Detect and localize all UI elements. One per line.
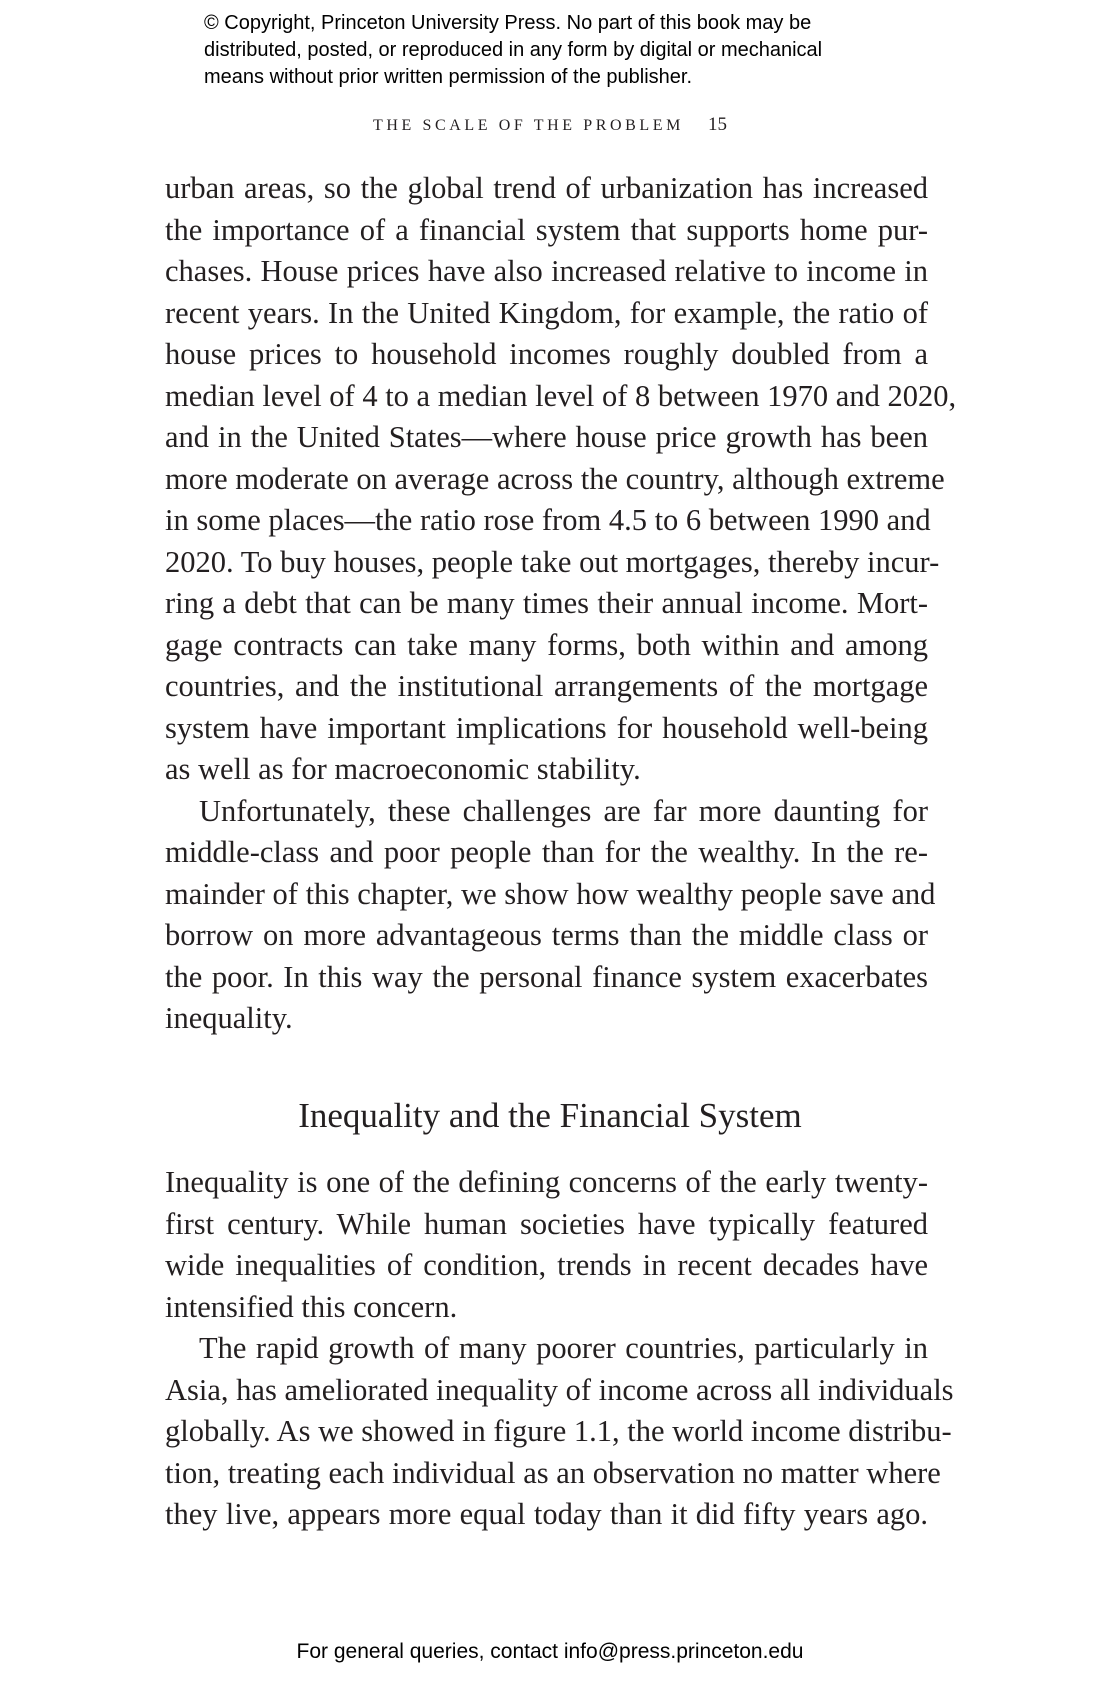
text-line: recent years. In the United Kingdom, for example, the ratio of	[165, 295, 928, 330]
text-line: they live, appears more equal today than it did fifty years ago.	[165, 1497, 928, 1531]
text-line: globally. As we showed in figure 1.1, the world income distribu-	[165, 1414, 952, 1448]
text-line: mainder of this chapter, we show how wealthy people save and	[165, 876, 936, 911]
running-head	[0, 114, 1100, 136]
text-line: system have important implications for household well-being	[165, 710, 928, 745]
text-line: tion, treating each individual as an observation no matter where	[165, 1455, 941, 1490]
text-line: middle-class and poor people than for the wealthy. In the re-	[165, 835, 928, 869]
text-line: 2020. To buy houses, people take out mortgages, thereby incur-	[165, 544, 940, 579]
text-line: Asia, has ameliorated inequality of income across all individuals	[165, 1372, 954, 1407]
text-line: urban areas, so the global trend of urbanization has increased	[165, 171, 928, 205]
body-text-block-1	[165, 168, 957, 1040]
text-line: and in the United States—where house price growth has been	[165, 420, 928, 454]
text-line: ring a debt that can be many times their annual income. Mort-	[165, 586, 928, 620]
text-line: chases. House prices have also increased relative to income in	[165, 254, 928, 288]
section-heading: Inequality and the Financial System	[298, 1096, 802, 1135]
footer-contact: For general queries, contact info@press.princeton.edu	[296, 1640, 804, 1663]
text-line: gage contracts can take many forms, both within and among	[165, 627, 928, 662]
text-line: The rapid growth of many poorer countries, particularly in	[199, 1331, 928, 1365]
text-line: as well as for macroeconomic stability.	[165, 752, 641, 786]
page-number: 15	[708, 114, 727, 135]
copyright-line: © Copyright, Princeton University Press. No part of this book may be	[204, 12, 812, 34]
text-line: first century. While human societies have typically featured	[165, 1206, 928, 1241]
text-line: more moderate on average across the country, although extreme	[165, 461, 945, 496]
text-line: in some places—the ratio rose from 4.5 to 6 between 1990 and	[165, 503, 931, 537]
text-line: the poor. In this way the personal finance system exacerbates	[165, 959, 928, 994]
running-head-title: THE SCALE OF THE PROBLEM	[372, 117, 684, 134]
copyright-line: distributed, posted, or reproduced in any form by digital or mechanical	[204, 39, 823, 61]
text-line: median level of 4 to a median level of 8 between 1970 and 2020,	[165, 378, 957, 413]
text-line: house prices to household incomes roughly doubled from a	[165, 337, 928, 371]
copyright-notice	[204, 10, 964, 91]
text-line: the importance of a financial system that supports home pur-	[165, 212, 928, 247]
body-text-block-2	[165, 1162, 954, 1536]
text-line: wide inequalities of condition, trends in recent decades have	[165, 1248, 928, 1282]
text-line: countries, and the institutional arrangements of the mortgage	[165, 669, 928, 703]
text-line: borrow on more advantageous terms than the middle class or	[165, 918, 928, 952]
text-line: Inequality is one of the defining concerns of the early twenty-	[165, 1165, 928, 1199]
text-line: Unfortunately, these challenges are far more daunting for	[199, 793, 928, 828]
text-line: intensified this concern.	[165, 1289, 458, 1324]
copyright-line: means without prior written permission of the publisher.	[204, 66, 693, 88]
text-line: inequality.	[165, 1001, 293, 1035]
